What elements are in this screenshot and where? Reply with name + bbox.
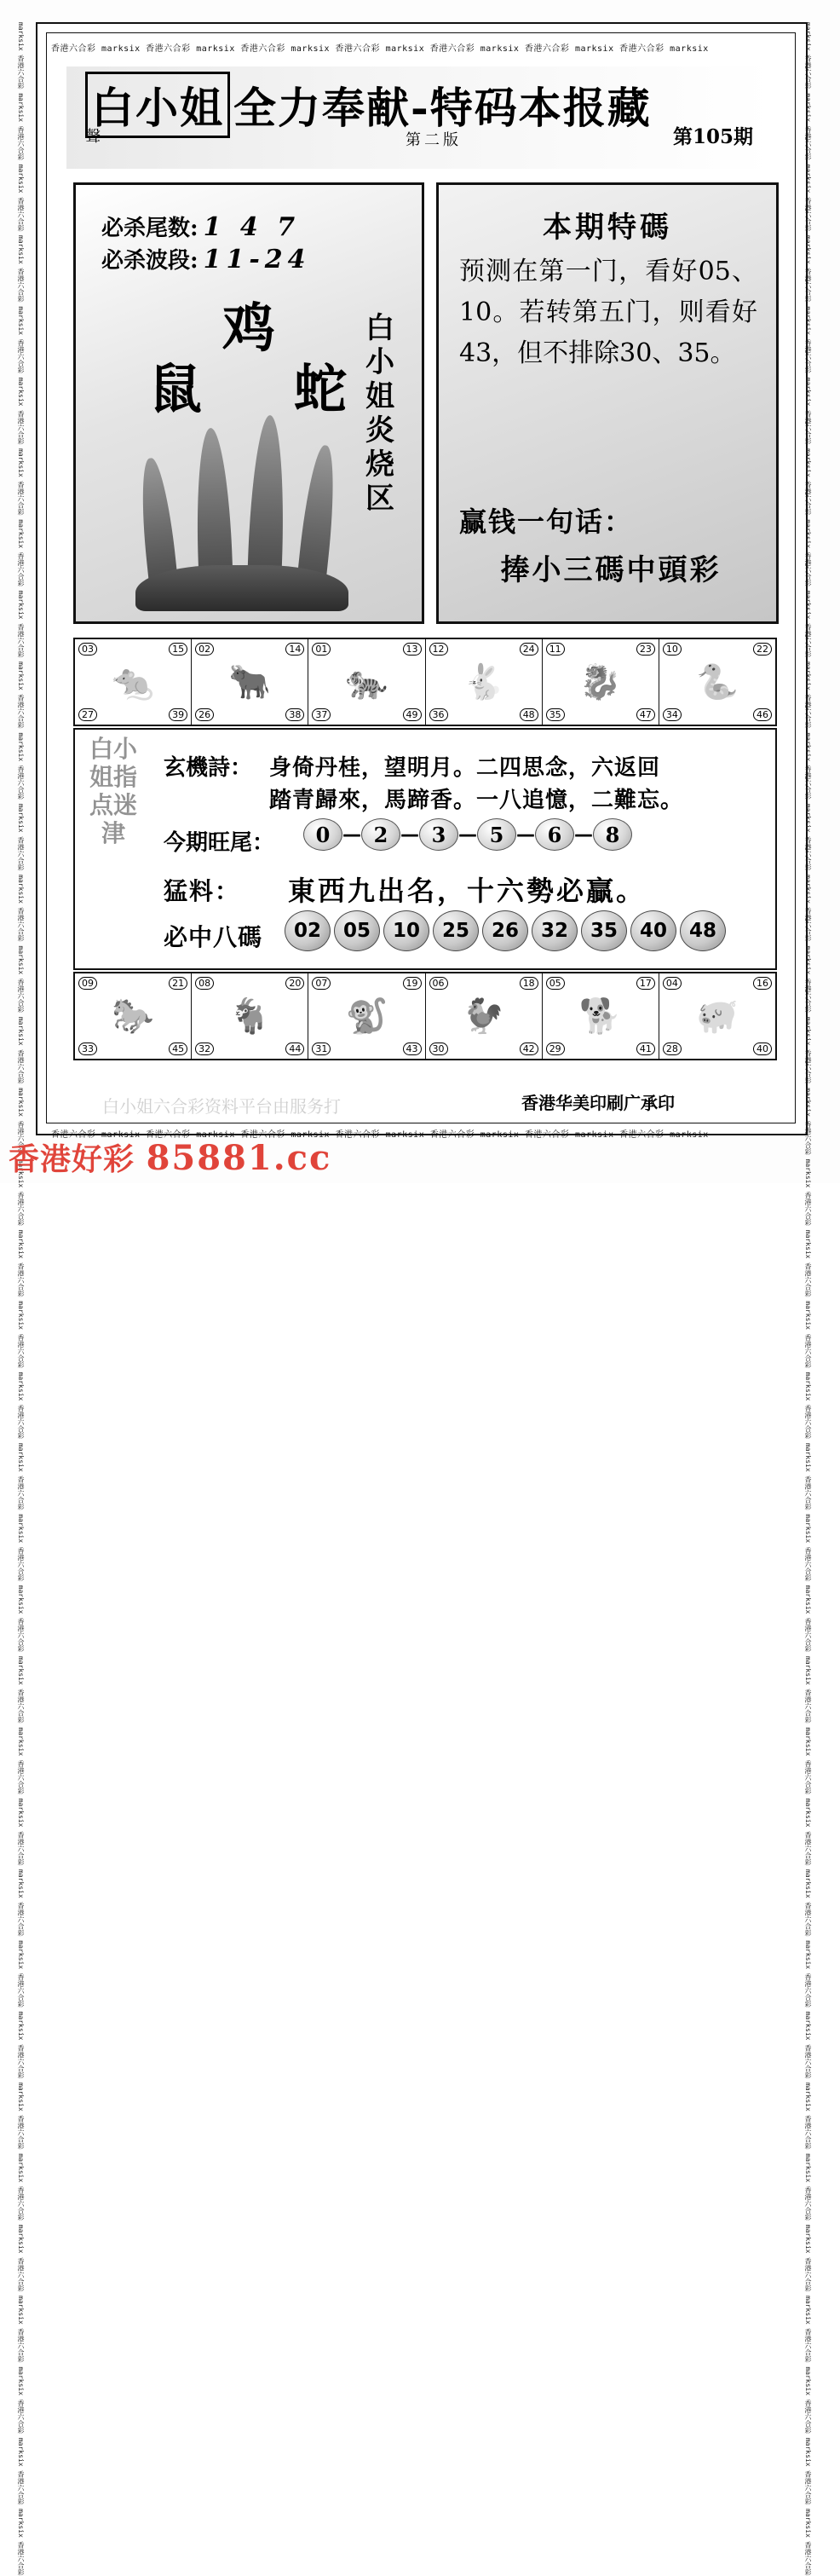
number-top-left: 03: [78, 643, 97, 656]
number-top-right: 15: [169, 643, 187, 656]
code-ball: 25: [433, 910, 479, 951]
number-bottom-left: 26: [195, 708, 214, 721]
tail-ball: 6: [535, 818, 574, 851]
horse-illustration: 🐎: [112, 996, 154, 1037]
left-side-strip-text: marksix 香港六合彩 marksix 香港六合彩 marksix 香港六合彩 marksix 香港六合彩 marksix 香港六合彩 marksix 香港六合彩 marksix 香港六合彩 marksix 香港六合彩 marksix 香港六合彩 marksix 香港六合彩 marksix 香港六合彩 marksix 香港六合彩 marksix 香港六合彩 marksix 香港六合彩 marksix 香港六合彩 marksix 香港六合彩 marksix 香港六合彩 marksix 香港六合彩 marksix 香港六合彩 marksix 香港六合彩 marksix 香港六合彩 marksix 香港六合彩 marksix 香港六合彩 marksix 香港六合彩 marksix 香港六合彩 marksix 香港六合彩 marksix 香港六合彩 marksix 香港六合彩 marksix 香港六合彩 marksix 香港六合彩 marksix 香港六合彩 marksix 香港六合彩 marksix 香港六合彩 marksix 香港六合彩 marksix 香港六合彩 marksix 香港六合彩: [17, 22, 25, 2576]
zodiac-number-row-top: [73, 638, 777, 726]
tail-dash: —: [574, 823, 593, 846]
flame-graphic: [135, 398, 357, 611]
snake-illustration: 🐍: [696, 662, 739, 702]
dog-illustration: 🐕: [578, 996, 622, 1037]
number-bottom-left: 32: [195, 1043, 214, 1055]
number-bottom-left: 27: [78, 708, 97, 721]
title-boxed-part: 白小姐: [85, 72, 230, 138]
poem-line-1: 身倚丹桂，望明月。二四思念，六返回: [269, 755, 661, 781]
tips-side-vertical-text: 白小姐指点迷津: [89, 735, 137, 847]
footer-faded-text: 白小姐六合彩资料平台由服务打: [102, 1096, 341, 1117]
number-bottom-right: 48: [520, 708, 538, 721]
number-bottom-left: 29: [546, 1043, 565, 1055]
number-bottom-left: 37: [312, 708, 331, 721]
tail-dash: —: [516, 823, 535, 846]
number-top-left: 11: [546, 643, 565, 656]
eight-codes-row: [285, 910, 726, 951]
number-top-left: 07: [312, 977, 331, 990]
tail-dash: —: [400, 823, 419, 846]
zodiac-cell: [659, 639, 775, 725]
masthead-small-label: 聲: [85, 128, 101, 146]
zodiac-cell: [543, 639, 659, 725]
kill-wave-value: 11-24: [203, 245, 311, 274]
number-top-right: 21: [169, 977, 187, 990]
hot-tip-text: 東西九出名，十六勢必贏。: [288, 875, 647, 907]
zodiac-cell: [192, 639, 308, 725]
zodiac-cell: [308, 973, 425, 1059]
monkey-illustration: 🐒: [345, 996, 388, 1037]
number-top-right: 13: [403, 643, 422, 656]
ox-illustration: 🐂: [228, 662, 272, 702]
edition-label: 第二版: [406, 131, 462, 149]
zodiac-right: 蛇: [294, 358, 348, 420]
number-bottom-right: 45: [169, 1043, 187, 1055]
site-watermark: [9, 1135, 331, 1179]
poem-line-2: 踏青歸來，馬蹄香。一八追憶，二難忘。: [269, 788, 684, 813]
number-top-left: 02: [195, 643, 214, 656]
number-top-right: 22: [753, 643, 772, 656]
number-bottom-right: 38: [285, 708, 304, 721]
kill-wave-line: [101, 243, 311, 274]
zodiac-cell: [426, 639, 543, 725]
poem-label: 玄機詩：: [164, 755, 253, 781]
number-bottom-right: 47: [636, 708, 655, 721]
hot-tail-row: [303, 818, 632, 851]
tail-ball: 5: [477, 818, 516, 851]
tips-block: [73, 728, 777, 970]
top-banner-strip: 香港六合彩 marksix 香港六合彩 marksix 香港六合彩 marksix 香港六合彩 marksix 香港六合彩 marksix 香港六合彩 marksix 香港六合彩 marksix: [51, 44, 709, 54]
zodiac-cell: [75, 973, 192, 1059]
number-top-left: 10: [663, 643, 682, 656]
tail-ball: 2: [361, 818, 400, 851]
dragon-illustration: 🐉: [578, 662, 622, 702]
left-forecast-panel: [73, 182, 424, 624]
number-top-left: 05: [546, 977, 565, 990]
masthead: [66, 66, 772, 169]
number-top-right: 14: [285, 643, 304, 656]
kill-wave-label: 必杀波段:: [101, 248, 198, 274]
tail-dash: —: [458, 823, 477, 846]
number-top-right: 20: [285, 977, 304, 990]
bottom-banner-strip: 香港六合彩 marksix 香港六合彩 marksix 香港六合彩 marksix 香港六合彩 marksix 香港六合彩 marksix 香港六合彩 marksix 香港六合彩 marksix: [51, 1130, 709, 1140]
code-ball: 02: [285, 910, 331, 951]
slogan-label: 赢钱一句话：: [459, 505, 634, 538]
vertical-brand-text: 白小姐炎烧区: [365, 311, 394, 516]
rat-illustration: 🐀: [112, 662, 154, 702]
kill-tail-line: [101, 211, 300, 242]
number-top-right: 18: [520, 977, 538, 990]
special-code-title: 本期特碼: [543, 211, 672, 245]
hot-tail-label: 今期旺尾：: [164, 830, 275, 856]
number-bottom-left: 30: [429, 1043, 448, 1055]
slogan-text: 捧小三碼中頭彩: [500, 553, 722, 587]
right-side-strip-text: marksix 香港六合彩 marksix 香港六合彩 marksix 香港六合彩 marksix 香港六合彩 marksix 香港六合彩 marksix 香港六合彩 marksix 香港六合彩 marksix 香港六合彩 marksix 香港六合彩 marksix 香港六合彩 marksix 香港六合彩 marksix 香港六合彩 marksix 香港六合彩 marksix 香港六合彩 marksix 香港六合彩 marksix 香港六合彩 marksix 香港六合彩 marksix 香港六合彩 marksix 香港六合彩 marksix 香港六合彩 marksix 香港六合彩 marksix 香港六合彩 marksix 香港六合彩 marksix 香港六合彩 marksix 香港六合彩 marksix 香港六合彩 marksix 香港六合彩 marksix 香港六合彩 marksix 香港六合彩 marksix 香港六合彩 marksix 香港六合彩 marksix 香港六合彩 marksix 香港六合彩 marksix 香港六合彩 marksix 香港六合彩 marksix 香港六合彩: [804, 22, 812, 2576]
watermark-domain: 85881.cc: [146, 1138, 332, 1178]
watermark-chinese: 香港好彩: [9, 1141, 135, 1177]
hot-tip-label: 猛料：: [164, 877, 241, 905]
number-bottom-right: 43: [403, 1043, 422, 1055]
printer-credit: 香港华美印刷广承印: [521, 1093, 675, 1113]
number-top-left: 08: [195, 977, 214, 990]
page-title: [85, 72, 652, 138]
tail-ball: 0: [303, 818, 342, 851]
code-ball: 10: [383, 910, 429, 951]
code-ball: 35: [581, 910, 627, 951]
zodiac-number-row-bottom: [73, 972, 777, 1060]
kill-tail-value: 1 4 7: [203, 212, 301, 242]
number-bottom-right: 42: [520, 1043, 538, 1055]
zodiac-cell: [308, 639, 425, 725]
number-top-left: 04: [663, 977, 682, 990]
zodiac-center: 鸡: [222, 297, 276, 359]
code-ball: 40: [630, 910, 676, 951]
issue-number: 第105期: [672, 125, 753, 148]
right-side-strip: [804, 22, 823, 2576]
eight-codes-label: 必中八碼: [164, 923, 263, 951]
number-bottom-left: 31: [312, 1043, 331, 1055]
zodiac-cell: [426, 973, 543, 1059]
number-bottom-left: 28: [663, 1043, 682, 1055]
number-top-right: 17: [636, 977, 655, 990]
tiger-illustration: 🐅: [345, 662, 388, 702]
code-ball: 32: [532, 910, 578, 951]
number-bottom-right: 44: [285, 1043, 304, 1055]
number-top-left: 01: [312, 643, 331, 656]
number-bottom-right: 49: [403, 708, 422, 721]
left-side-strip: [17, 22, 36, 2576]
zodiac-cell: [659, 973, 775, 1059]
tail-ball: 8: [593, 818, 632, 851]
number-bottom-right: 40: [753, 1043, 772, 1055]
zodiac-left: 鼠: [149, 358, 203, 420]
number-top-right: 19: [403, 977, 422, 990]
zodiac-cell: [192, 973, 308, 1059]
number-top-left: 12: [429, 643, 448, 656]
kill-tail-label: 必杀尾数:: [101, 216, 198, 241]
pig-illustration: 🐖: [696, 996, 739, 1037]
goat-illustration: 🐐: [228, 996, 272, 1037]
number-bottom-left: 35: [546, 708, 565, 721]
tail-dash: —: [342, 823, 361, 846]
number-bottom-right: 41: [636, 1043, 655, 1055]
rabbit-illustration: 🐇: [462, 662, 505, 702]
zodiac-cell: [75, 639, 192, 725]
number-top-right: 16: [753, 977, 772, 990]
number-bottom-right: 46: [753, 708, 772, 721]
rooster-illustration: 🐓: [462, 996, 505, 1037]
code-ball: 26: [482, 910, 528, 951]
title-rest-part: 全力奉献-特码本报藏: [233, 83, 652, 133]
number-top-left: 06: [429, 977, 448, 990]
code-ball: 48: [680, 910, 726, 951]
flame-base: [135, 565, 348, 611]
number-top-right: 24: [520, 643, 538, 656]
number-top-right: 23: [636, 643, 655, 656]
code-ball: 05: [334, 910, 380, 951]
number-bottom-left: 34: [663, 708, 682, 721]
number-top-left: 09: [78, 977, 97, 990]
zodiac-cell: [543, 973, 659, 1059]
number-bottom-right: 39: [169, 708, 187, 721]
number-bottom-left: 33: [78, 1043, 97, 1055]
right-forecast-panel: [436, 182, 779, 624]
special-code-body: 预测在第一门，看好05、10。若转第五门，则看好43，但不排除30、35。: [459, 257, 757, 368]
tail-ball: 3: [419, 818, 458, 851]
number-bottom-left: 36: [429, 708, 448, 721]
